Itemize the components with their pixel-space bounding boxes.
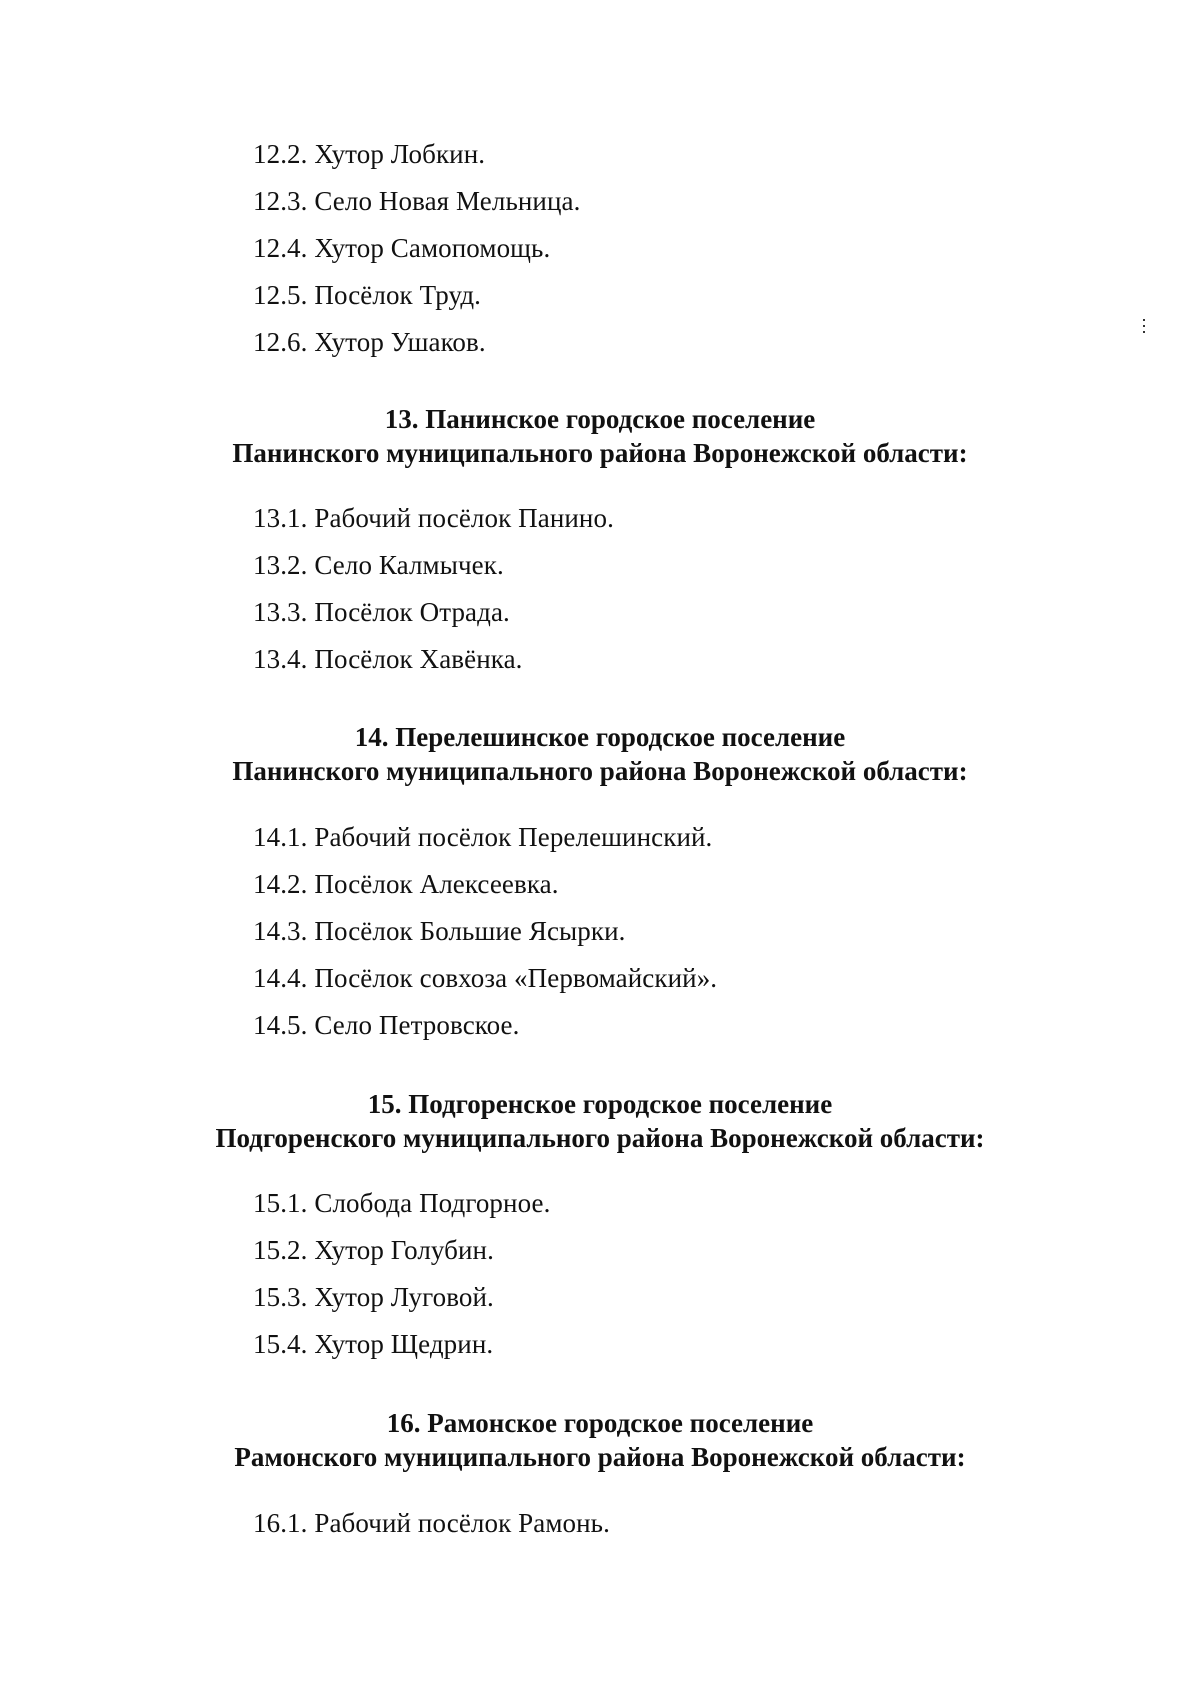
list-item: 13.1. Рабочий посёлок Панино. — [253, 503, 614, 533]
list-item: 15.3. Хутор Луговой. — [253, 1282, 494, 1312]
list-item: 12.2. Хутор Лобкин. — [253, 139, 486, 169]
section-heading — [0, 720, 1200, 788]
list-item: 12.5. Посёлок Труд. — [253, 280, 482, 310]
list-item: 14.4. Посёлок совхоза «Первомайский». — [253, 963, 718, 993]
list-item: 13.3. Посёлок Отрада. — [253, 597, 510, 627]
list-item: 14.1. Рабочий посёлок Перелешинский. — [253, 822, 713, 852]
list-item: 12.3. Село Новая Мельница. — [253, 186, 581, 216]
section-heading-line: Рамонского муниципального района Воронежской области: — [234, 1442, 966, 1472]
margin-mark — [1142, 315, 1146, 337]
list-item: 12.4. Хутор Самопомощь. — [253, 233, 551, 263]
section-heading-line: 14. Перелешинское городское поселение — [354, 722, 846, 752]
section-heading — [0, 1087, 1200, 1155]
section-heading-line: 13. Панинское городское поселение — [384, 404, 816, 434]
list-item: 14.2. Посёлок Алексеевка. — [253, 869, 559, 899]
section-heading-line: 16. Рамонское городское поселение — [386, 1408, 814, 1438]
list-item: 16.1. Рабочий посёлок Рамонь. — [253, 1508, 610, 1538]
list-item: 12.6. Хутор Ушаков. — [253, 327, 486, 357]
list-item: 15.4. Хутор Щедрин. — [253, 1329, 494, 1359]
list-item: 14.5. Село Петровское. — [253, 1010, 520, 1040]
list-item: 14.3. Посёлок Большие Ясырки. — [253, 916, 626, 946]
section-heading-line: Подгоренского муниципального района Воронежской области: — [215, 1123, 985, 1153]
section-heading-line: Панинского муниципального района Воронежской области: — [232, 438, 968, 468]
list-item: 15.1. Слобода Подгорное. — [253, 1188, 551, 1218]
list-item: 13.2. Село Калмычек. — [253, 550, 504, 580]
section-heading — [0, 402, 1200, 470]
section-heading — [0, 1406, 1200, 1474]
section-heading-line: 15. Подгоренское городское поселение — [367, 1089, 833, 1119]
list-item: 15.2. Хутор Голубин. — [253, 1235, 494, 1265]
section-heading-line: Панинского муниципального района Воронежской области: — [232, 756, 968, 786]
list-item: 13.4. Посёлок Хавёнка. — [253, 644, 523, 674]
